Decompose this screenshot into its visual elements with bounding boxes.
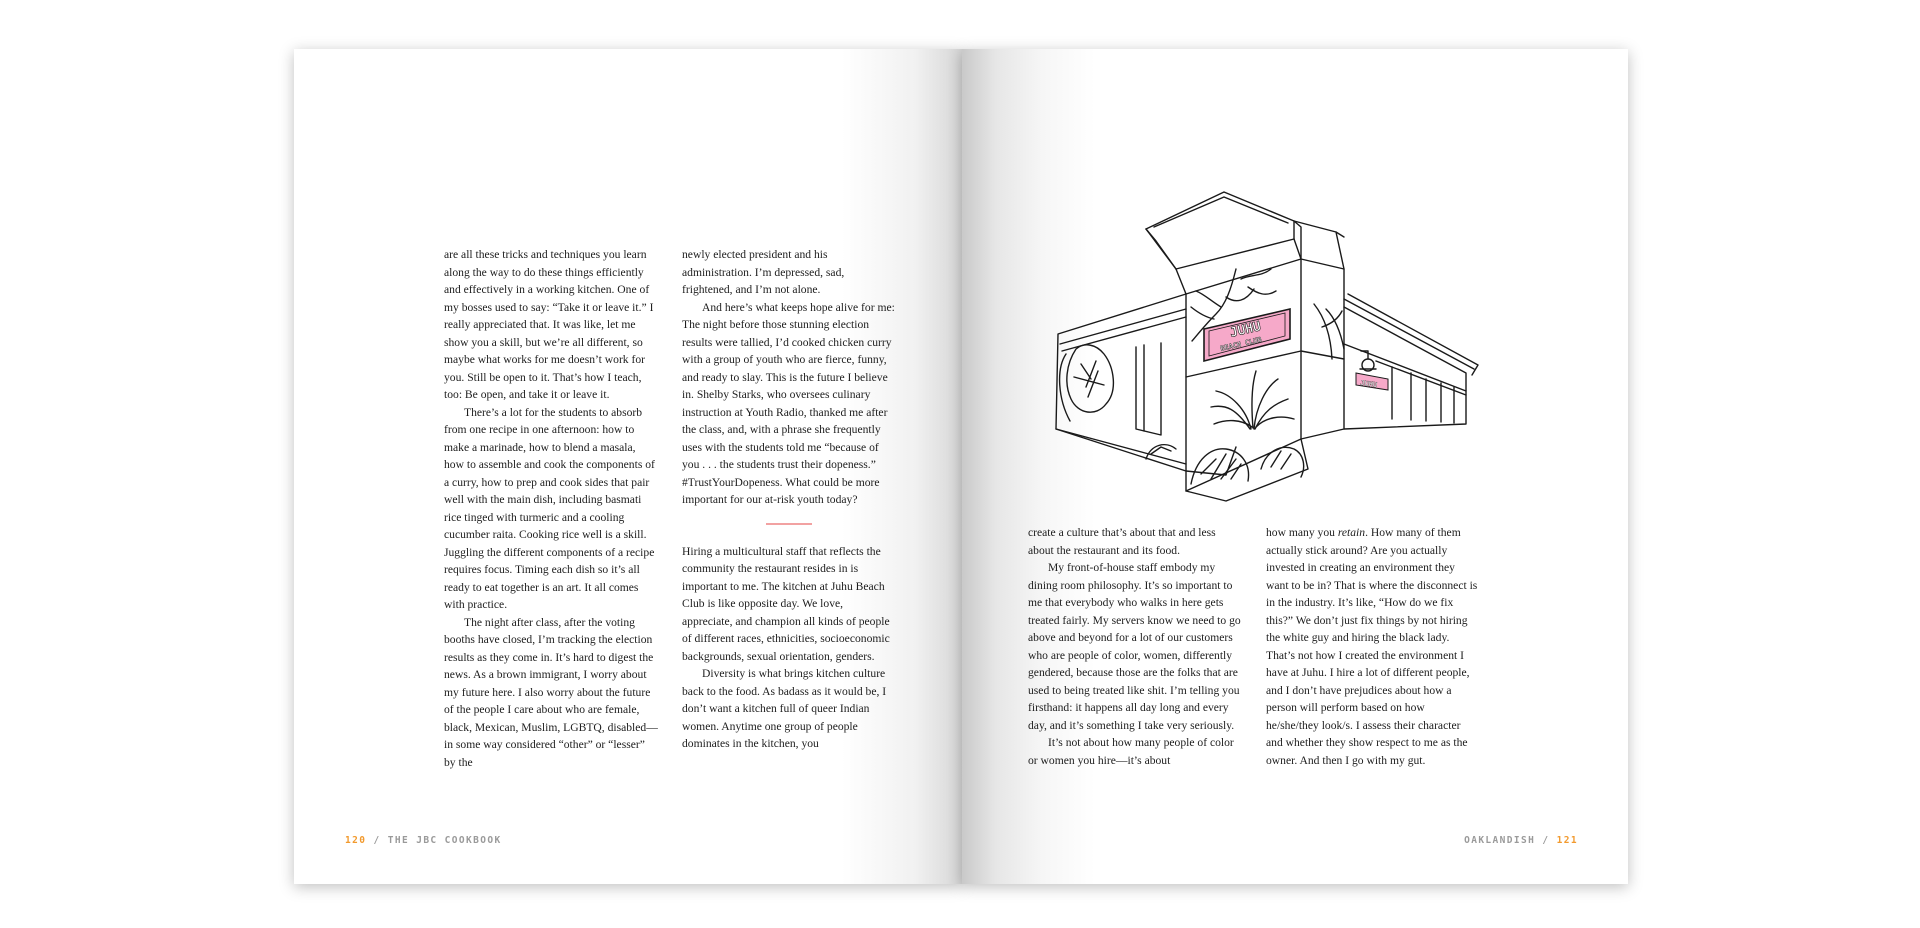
left-column-1	[444, 246, 658, 771]
juhu-sign	[1204, 309, 1290, 361]
paragraph: create a culture that’s about that and less about the restaurant and its food.	[1028, 526, 1216, 557]
page-number: 120	[345, 835, 367, 846]
side-juhu-sign	[1356, 373, 1388, 390]
paragraph	[1266, 524, 1480, 769]
left-page	[294, 49, 962, 884]
paragraph: It’s not about how many people of color or women you hire—it’s about	[1028, 736, 1234, 767]
page-number: 121	[1556, 835, 1578, 846]
right-page	[962, 49, 1628, 884]
text-run: . How many of them actually stick around? Are you actually invested in creating an environment they want to be in? That is where the disconnect is in the industry. It’s like, “How do we fix this?” We don’t just fix things by not hiring the white guy and hiring the black lady. That’s not how I created the environment I have at Juhu. I hire a lot of different people, and I don’t have prejudices about how a person will perform based on how he/she/they look/s. I assess their character and whether they show respect to me as the owner. And then I go with my gut.	[1266, 526, 1478, 767]
juhu-beach-club-building-illustration	[1026, 129, 1498, 509]
text-run: how many you	[1266, 526, 1338, 539]
sign-text-line2: BEACH CLUB	[1219, 335, 1263, 353]
side-sign-text: JUHU	[1359, 379, 1378, 390]
paragraph: are all these tricks and techniques you learn along the way to do these things efficiently and effectively in a working kitchen. One of my bosses used to say: “Take it or leave it.” I really appreciated that. It was like, let me show you a skill, but we’re all different, so maybe what works for me doesn’t work for you. Still be open to it. That’s how I teach, too: Be open, and take it or leave it.	[444, 248, 654, 401]
right-column-2	[1266, 524, 1480, 769]
paragraph: There’s a lot for the students to absorb from one recipe in one afternoon: how to make a marinade, how to blend a masala, how to assemble and cook the components of a curry, how to prep and cook sides that pair well with the main dish, including basmati rice tinged with turmeric and a cooling cucumber raita. Cooking rice well is a skill. Juggling the different components of a recipe requires focus. Timing each dish so it’s all ready to eat together is an art. It all comes with practice.	[444, 405, 655, 611]
right-column-1	[1028, 524, 1242, 769]
section-divider	[766, 523, 812, 525]
page-folio-left	[345, 835, 502, 846]
paragraph: And here’s what keeps hope alive for me: The night before those stunning election results were tallied, I’d cooked chicken curry with a group of youth who are fierce, funny, and ready to slay. This is the future I believe in. Shelby Starks, who oversees culinary instruction at Youth Radio, thanked me after the class, and, with a phrase she frequently uses with the students told me “because of you . . . the students trust their dopeness.” #TrustYourDopeness. What could be more important for our at-risk youth today?	[682, 300, 895, 506]
sign-text-line1: JUHU	[1228, 319, 1263, 341]
left-column-2	[682, 246, 896, 753]
paragraph: My front-of-house staff embody my dining room philosophy. It’s so important to me that everybody who walks in here gets treated fairly. My servers know we need to go above and beyond for a lot of our customers who are people of color, women, differently gendered, because those are the folks that are used to being treated like shit. I’m telling you firsthand: it happens all day long and every day, and it’s something I take very seriously.	[1028, 561, 1241, 732]
book-title: / THE JBC COOKBOOK	[366, 835, 502, 846]
paragraph: Hiring a multicultural staff that reflects the community the restaurant resides in is important to me. The kitchen at Juhu Beach Club is like opposite day. We love, appreciate, and champion all kinds of people of different races, ethnicities, socioeconomic backgrounds, sexual orientation, genders.	[682, 544, 890, 663]
page-folio-right	[1464, 835, 1578, 846]
paragraph: The night after class, after the voting booths have closed, I’m tracking the election results as they come in. It’s hard to digest the news. As a brown immigrant, I worry about my future here. I also worry about the future of the people I care about who are female, black, Mexican, Muslim, LGBTQ, disabled—in some way considered “other” or “lesser” by the	[444, 615, 658, 769]
paragraph: newly elected president and his administration. I’m depressed, sad, frightened, and I’m not alone.	[682, 248, 845, 296]
chapter-title: OAKLANDISH /	[1464, 835, 1557, 846]
paragraph: Diversity is what brings kitchen culture back to the food. As badass as it would be, I don’t want a kitchen full of queer Indian women. Anytime one group of people dominates in the kitchen, you	[682, 667, 887, 750]
emphasis-text: retain	[1337, 526, 1366, 539]
